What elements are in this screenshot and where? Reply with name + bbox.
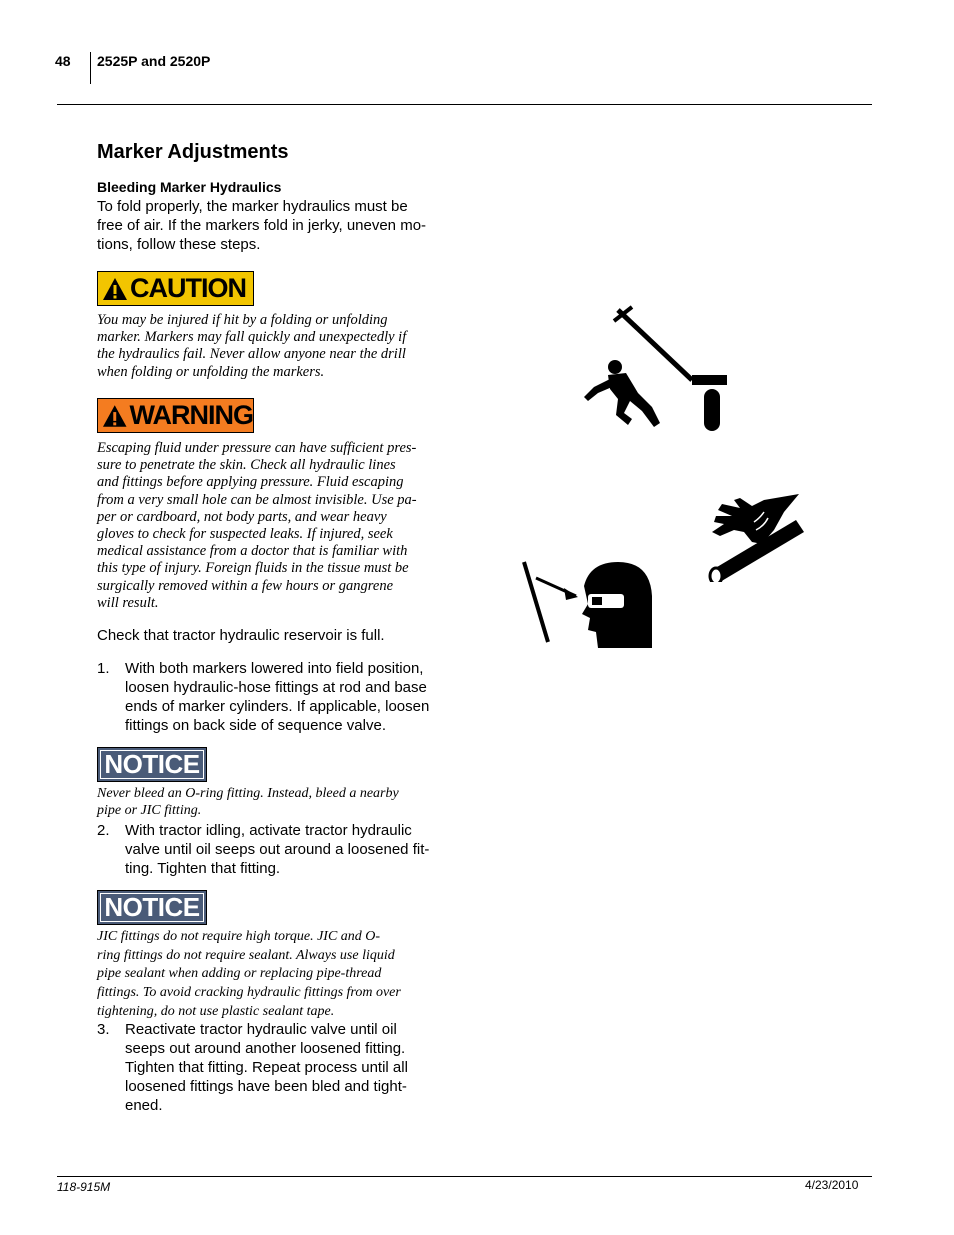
step-line: fittings on back side of sequence valve.	[125, 717, 386, 734]
intro-line: tions, follow these steps.	[97, 236, 261, 253]
warning-text	[97, 440, 442, 612]
caution-triangle-icon	[102, 277, 128, 301]
intro-line: free of air. If the markers fold in jerky, uneven mo-	[97, 217, 427, 234]
section-title: Marker Adjustments	[97, 141, 289, 163]
step-3	[97, 1020, 442, 1116]
step-line: Reactivate tractor hydraulic valve until oil	[125, 1021, 397, 1038]
intro-paragraph	[97, 197, 442, 254]
subhead: Bleeding Marker Hydraulics	[97, 179, 282, 195]
warning-line: gloves to check for suspected leaks. If injured, seek	[97, 526, 393, 543]
caution-line: when folding or unfolding the markers.	[97, 363, 325, 380]
step-number: 1.	[97, 660, 110, 677]
step-line: With tractor idling, activate tractor hydraulic	[125, 822, 412, 839]
notice-line: tightening, do not use plastic sealant tape.	[97, 1003, 335, 1019]
notice-line: ring fittings do not require sealant. Always use liquid	[97, 947, 395, 963]
caution-label	[97, 271, 254, 306]
warning-line: this type of injury. Foreign fluids in the tissue must be	[97, 560, 409, 577]
warning-line: from a very small hole can be almost invisible. Use pa-	[97, 491, 417, 508]
warning-line: medical assistance from a doctor that is familiar with	[97, 543, 408, 560]
warning-label	[97, 398, 254, 433]
notice-line: fittings. To avoid cracking hydraulic fittings from over	[97, 985, 401, 1001]
notice-label	[97, 890, 207, 925]
footer-rule	[57, 1176, 872, 1177]
step-line: ends of marker cylinders. If applicable, loosen	[125, 698, 430, 715]
warning-line: surgically removed within a few hours or gangrene	[97, 577, 394, 594]
step-line: Tighten that fitting. Repeat process until all	[125, 1059, 408, 1076]
caution-line: You may be injured if hit by a folding or unfolding	[97, 312, 388, 328]
notice-line: JIC fittings do not require high torque. JIC and O-	[97, 929, 381, 944]
caution-line: the hydraulics fail. Never allow anyone near the drill	[97, 346, 406, 363]
header-title: 2525P and 2520P	[97, 53, 211, 69]
face-shield-eye-protection-icon	[518, 556, 658, 651]
step-line: seeps out around another loosened fitting.	[125, 1040, 406, 1057]
warning-line: Escaping fluid under pressure can have sufficient pres-	[97, 440, 417, 456]
step-line: loosened fittings have been bled and tight-	[125, 1078, 407, 1095]
step-line: ened.	[125, 1097, 163, 1114]
step-2	[97, 821, 442, 881]
notice-line: pipe sealant when adding or replacing pipe-thread	[97, 966, 382, 982]
check-text: Check that tractor hydraulic reservoir is full.	[97, 627, 385, 644]
step-text	[125, 659, 435, 735]
caution-word: CAUTION	[130, 273, 246, 303]
notice-label	[97, 747, 207, 782]
notice-word: NOTICE	[100, 750, 204, 779]
notice-2-text	[97, 928, 442, 1022]
step-text	[125, 1020, 435, 1115]
step-number: 3.	[97, 1021, 110, 1038]
step-line: valve until oil seeps out around a loosened fit-	[125, 841, 430, 858]
step-line: With both markers lowered into field position,	[125, 660, 424, 677]
notice-line: Never bleed an O-ring fitting. Instead, bleed a nearby	[97, 786, 399, 801]
step-text	[125, 821, 435, 878]
notice-word: NOTICE	[100, 893, 204, 922]
fluid-injection-hand-icon	[704, 492, 809, 582]
header-divider	[90, 52, 91, 84]
document-date: 4/23/2010	[805, 1178, 859, 1192]
page-number: 48	[55, 53, 71, 69]
step-line: ting. Tighten that fitting.	[125, 860, 281, 877]
warning-line: will result.	[97, 594, 159, 611]
warning-line: per or cardboard, not body parts, and wear heavy	[97, 508, 387, 525]
notice-line: pipe or JIC fitting.	[97, 803, 202, 819]
marker-crush-hazard-icon	[580, 305, 730, 435]
step-1	[97, 659, 442, 737]
caution-text	[97, 312, 442, 381]
warning-triangle-icon	[102, 404, 128, 428]
step-line: loosen hydraulic-hose fittings at rod and base	[125, 679, 427, 696]
warning-line: and fittings before applying pressure. Fluid escaping	[97, 474, 404, 491]
step-number: 2.	[97, 822, 110, 839]
intro-line: To fold properly, the marker hydraulics must be	[97, 198, 408, 215]
notice-1-text	[97, 785, 442, 819]
document-number: 118-915M	[57, 1180, 111, 1194]
warning-line: sure to penetrate the skin. Check all hydraulic lines	[97, 457, 396, 474]
warning-word: WARNING	[129, 400, 253, 430]
header-rule	[57, 104, 872, 105]
caution-line: marker. Markers may fall quickly and unexpectedly if	[97, 329, 407, 346]
